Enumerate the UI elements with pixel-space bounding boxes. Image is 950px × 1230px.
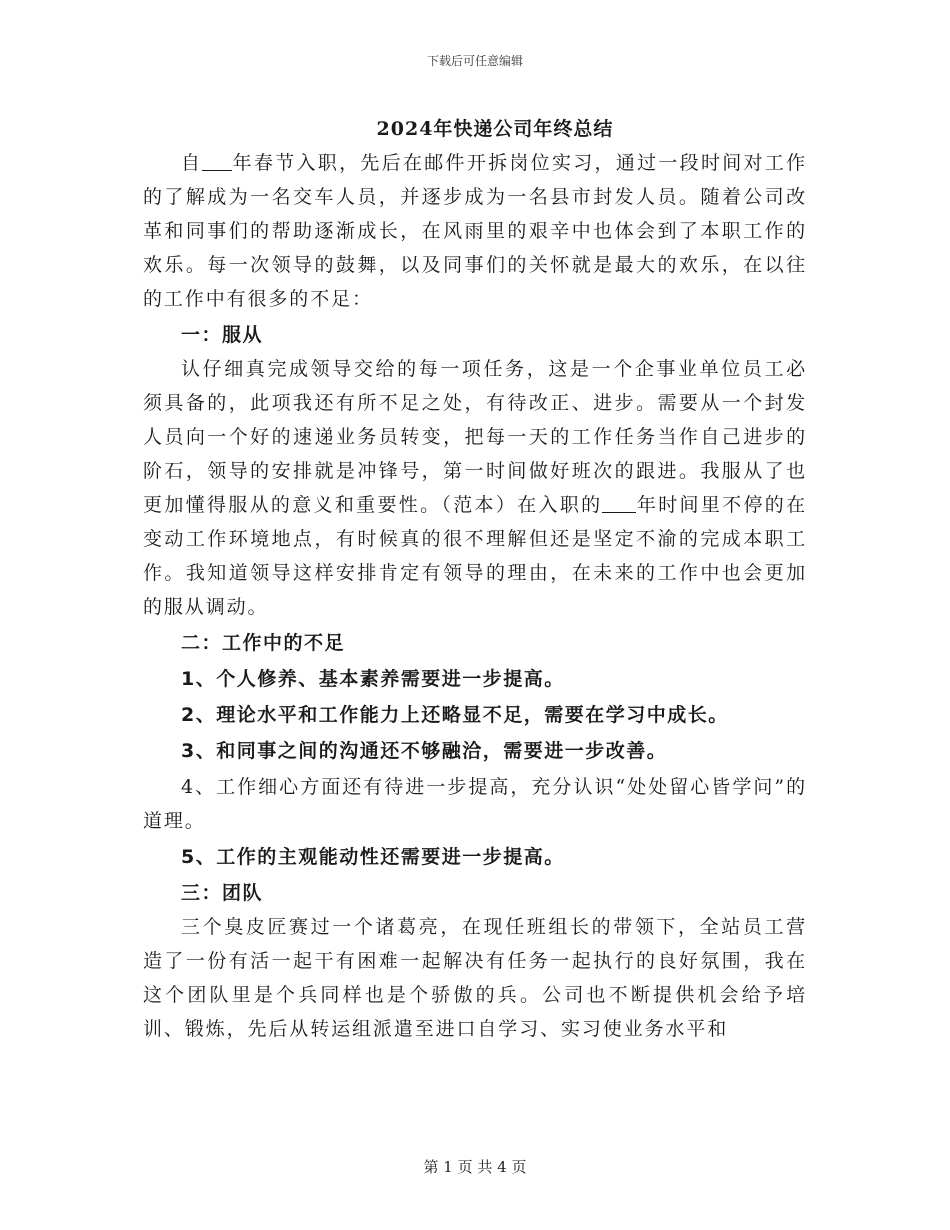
- obey-text-pre: 认仔细真完成领导交给的每一项任务，这是一个企事业单位员工必须具备的，此项我还有所不足之处，有待改正、进步。需要从一个封发人员向一个好的速递业务员转变，把每一天的工作任务当作自己进步的阶石，领导的安排就是冲锋号，第一时间做好班次的跟进。我服从了也更加懂得服从的意义和重要性。（范本）在入职的: [143, 358, 807, 516]
- section-heading-team: 三：团队: [181, 882, 264, 904]
- document-body: [143, 146, 807, 1046]
- section-paragraph-obey: [143, 352, 807, 624]
- shortcoming-item: 1、个人修养、基本素养需要进一步提高。: [181, 668, 565, 690]
- shortcoming-item: 4、工作细心方面还有待进一步提高，充分认识“处处留心皆学问”的道理。: [143, 776, 807, 832]
- section-paragraph-team: 三个臭皮匠赛过一个诸葛亮，在现任班组长的带领下，全站员工营造了一份有活一起干有困难一起解决有任务一起执行的良好氛围，我在这个团队里是个兵同样也是个骄傲的兵。公司也不断提供机会给予培训、锻炼，先后从转运组派遣至进口自学习、实习使业务水平和: [143, 916, 807, 1040]
- section-heading-obey: 一：服从: [181, 324, 264, 346]
- shortcoming-item: 3、和同事之间的沟通还不够融洽，需要进一步改善。: [181, 740, 668, 762]
- intro-text-pre: 自: [181, 152, 203, 174]
- fill-in-blank: [202, 150, 232, 171]
- page-header: 下载后可任意编辑: [426, 54, 523, 68]
- page-footer: 第 1 页 共 4 页: [423, 1158, 527, 1176]
- section-heading-shortcomings: 二：工作中的不足: [181, 632, 346, 654]
- shortcoming-item: 5、工作的主观能动性还需要进一步提高。: [181, 846, 565, 868]
- shortcoming-item: 2、理论水平和工作能力上还略显不足，需要在学习中成长。: [181, 704, 729, 726]
- intro-paragraph: [143, 146, 807, 316]
- document-title: 2024年快递公司年终总结: [376, 118, 614, 140]
- fill-in-blank: [602, 492, 636, 513]
- obey-text-post: 年时间里不停的在变动工作环境地点，有时候真的很不理解但还是坚定不渝的完成本职工作。我知道领导这样安排肯定有领导的理由，在未来的工作中也会更加的服从调动。: [143, 494, 807, 618]
- intro-text-post: 年春节入职，先后在邮件开拆岗位实习，通过一段时间对工作的了解成为一名交车人员，并逐步成为一名县市封发人员。随着公司改革和同事们的帮助逐渐成长，在风雨里的艰辛中也体会到了本职工作的欢乐。每一次领导的鼓舞，以及同事们的关怀就是最大的欢乐，在以往的工作中有很多的不足：: [143, 152, 807, 310]
